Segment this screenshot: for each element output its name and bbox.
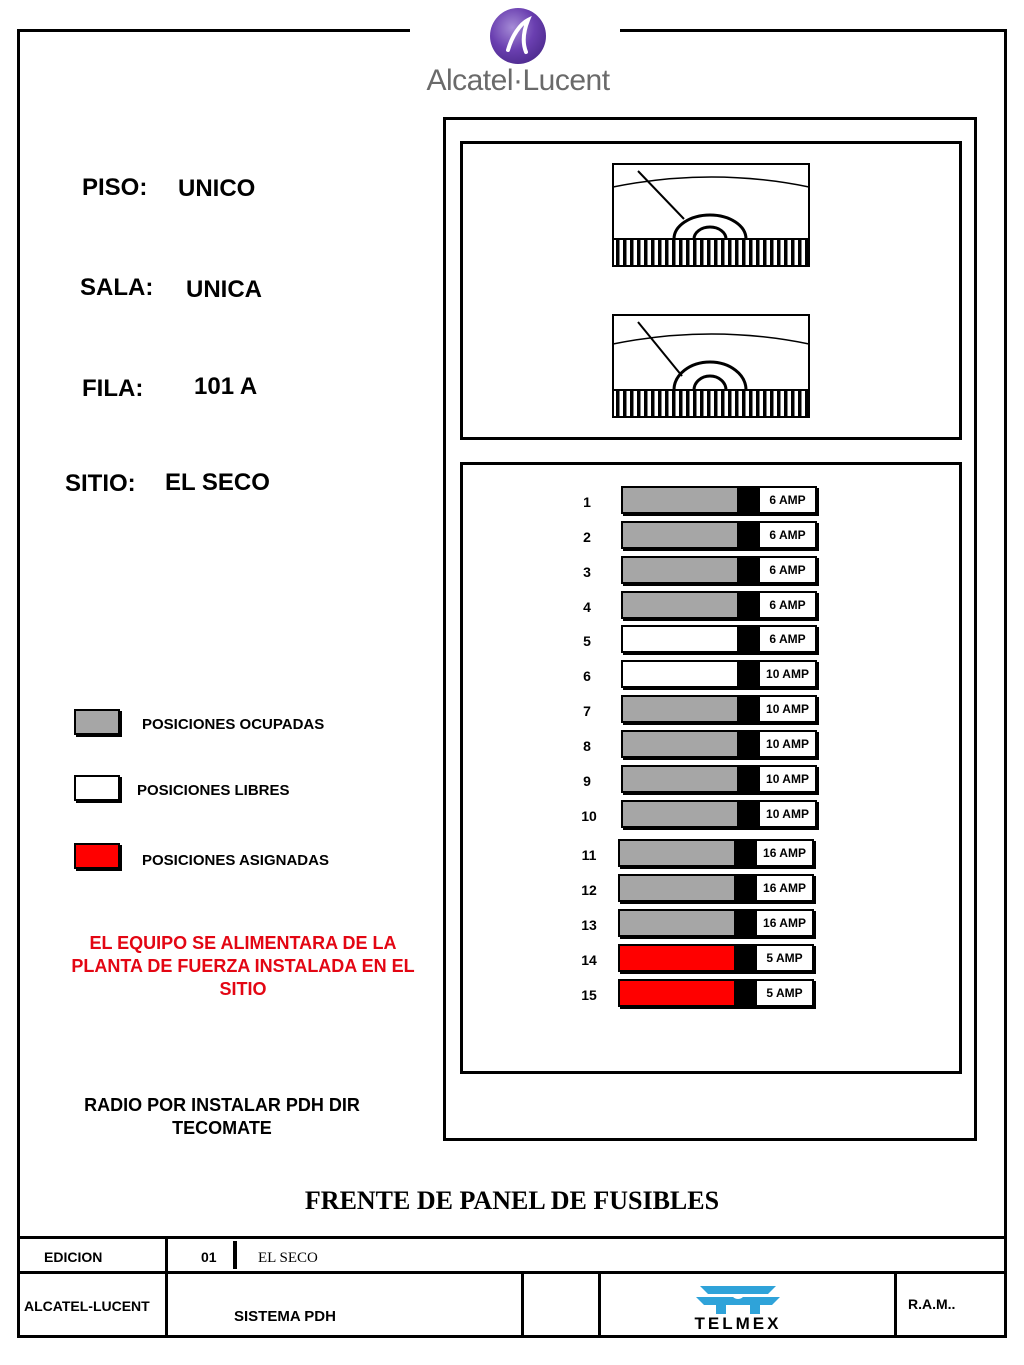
- fuse-amp-label: 5 AMP: [757, 981, 812, 1005]
- fuse-state-indicator: [620, 911, 735, 935]
- alcatel-lucent-logo-text: Alcatel·Lucent: [426, 64, 610, 97]
- footer-site: EL SECO: [258, 1250, 318, 1266]
- page-title: FRENTE DE PANEL DE FUSIBLES: [304, 1186, 720, 1215]
- sitio-label: SITIO:: [65, 470, 136, 497]
- fuse-state-indicator: [623, 697, 738, 721]
- fuse-state-indicator: [623, 558, 738, 582]
- fuse-5[interactable]: [621, 625, 817, 653]
- fuse-state-indicator: [623, 593, 738, 617]
- legend-libres-label: POSICIONES LIBRES: [137, 782, 290, 799]
- fuse-11[interactable]: [618, 839, 814, 867]
- fuse-handle: [735, 981, 757, 1005]
- fuse-amp-label: 6 AMP: [760, 627, 815, 651]
- fuse-number: 14: [581, 952, 597, 968]
- fuse-9[interactable]: [621, 765, 817, 793]
- fuse-amp-label: 6 AMP: [760, 488, 815, 512]
- meter-2-icon: [612, 314, 810, 418]
- fuse-13[interactable]: [618, 909, 814, 937]
- fuse-number: 8: [583, 738, 591, 754]
- fuse-handle: [738, 732, 760, 756]
- fuse-amp-label: 16 AMP: [757, 841, 812, 865]
- legend-ocupadas-label: POSICIONES OCUPADAS: [142, 716, 325, 733]
- fuse-amp-label: 5 AMP: [757, 946, 812, 970]
- edicion-value: 01: [201, 1249, 217, 1265]
- fuse-handle: [738, 523, 760, 547]
- fuse-1[interactable]: [621, 486, 817, 514]
- fuse-handle: [735, 911, 757, 935]
- fuse-3[interactable]: [621, 556, 817, 584]
- fuse-state-indicator: [623, 662, 738, 686]
- fuse-number: 3: [583, 564, 591, 580]
- fuse-amp-label: 6 AMP: [760, 558, 815, 582]
- fuse-handle: [738, 488, 760, 512]
- legend-asignadas-swatch: [74, 843, 120, 869]
- power-note-line-3: SITIO: [219, 979, 267, 999]
- piso-value: UNICO: [178, 175, 256, 202]
- fuse-amp-label: 16 AMP: [757, 911, 812, 935]
- fuse-state-indicator: [620, 841, 735, 865]
- fuse-handle: [738, 767, 760, 791]
- fuse-amp-label: 10 AMP: [760, 697, 815, 721]
- edicion-label: EDICION: [44, 1249, 103, 1265]
- fuse-handle: [738, 662, 760, 686]
- fuse-number: 11: [581, 847, 597, 863]
- radio-note: [52, 1094, 392, 1140]
- fuse-number: 9: [583, 773, 591, 789]
- power-note-line-1: EL EQUIPO SE ALIMENTARA DE LA: [89, 933, 397, 953]
- fuse-number: 12: [581, 882, 597, 898]
- meter-1-icon: [612, 163, 810, 267]
- radio-note-line-1: RADIO POR INSTALAR PDH DIR: [84, 1095, 360, 1115]
- frame-left-border: [17, 30, 20, 1338]
- fuse-number: 13: [581, 917, 597, 933]
- footer-initials: R.A.M..: [908, 1296, 956, 1312]
- alcatel-lucent-logo-icon: [490, 8, 546, 64]
- frame-right-border: [1004, 30, 1007, 1338]
- fuse-12[interactable]: [618, 874, 814, 902]
- fuse-10[interactable]: [621, 800, 817, 828]
- fuse-15[interactable]: [618, 979, 814, 1007]
- frame-top-border-left: [17, 29, 410, 32]
- fuse-number: 4: [583, 599, 591, 615]
- fuse-number: 2: [583, 529, 591, 545]
- legend-libres-swatch: [74, 775, 120, 801]
- fuse-number: 5: [583, 633, 591, 649]
- fuse-amp-label: 6 AMP: [760, 593, 815, 617]
- fuse-number: 7: [583, 703, 591, 719]
- radio-note-line-2: TECOMATE: [172, 1118, 272, 1138]
- legend-ocupadas-swatch: [74, 709, 120, 735]
- fuse-number: 1: [583, 494, 591, 510]
- footer-company: ALCATEL-LUCENT: [24, 1298, 150, 1314]
- telmex-logo-text: TELMEX: [694, 1314, 782, 1333]
- fuse-state-indicator: [623, 627, 738, 651]
- power-note-line-2: PLANTA DE FUERZA INSTALADA EN EL: [71, 956, 415, 976]
- fuse-handle: [738, 558, 760, 582]
- fuse-state-indicator: [620, 946, 735, 970]
- table-divider-4: [894, 1271, 897, 1336]
- fuse-handle: [738, 802, 760, 826]
- power-note: [52, 932, 434, 1001]
- fuse-number: 10: [581, 808, 597, 824]
- fuse-amp-label: 10 AMP: [760, 732, 815, 756]
- sitio-value: EL SECO: [165, 469, 270, 496]
- table-divider-1: [165, 1236, 168, 1336]
- fila-label: FILA:: [82, 375, 144, 402]
- fuse-state-indicator: [620, 876, 735, 900]
- fuse-amp-label: 6 AMP: [760, 523, 815, 547]
- table-divider-3: [598, 1271, 601, 1336]
- fuse-amp-label: 10 AMP: [760, 802, 815, 826]
- fuse-8[interactable]: [621, 730, 817, 758]
- fuse-state-indicator: [623, 523, 738, 547]
- fuse-state-indicator: [620, 981, 735, 1005]
- fuse-state-indicator: [623, 802, 738, 826]
- footer-system: SISTEMA PDH: [234, 1308, 336, 1325]
- fuse-amp-label: 10 AMP: [760, 767, 815, 791]
- piso-label: PISO:: [82, 174, 148, 201]
- fuse-handle: [738, 627, 760, 651]
- legend-asignadas-label: POSICIONES ASIGNADAS: [142, 852, 329, 869]
- fuse-number: 15: [581, 987, 597, 1003]
- fuse-handle: [735, 946, 757, 970]
- fuse-handle: [735, 841, 757, 865]
- table-divider-edition: [233, 1241, 237, 1269]
- frame-top-border-right: [620, 29, 1007, 32]
- fuse-state-indicator: [623, 767, 738, 791]
- fuse-handle: [738, 697, 760, 721]
- fuse-7[interactable]: [621, 695, 817, 723]
- fuse-handle: [735, 876, 757, 900]
- table-divider-2: [521, 1271, 524, 1336]
- fila-value: 101 A: [194, 373, 258, 400]
- fuse-14[interactable]: [618, 944, 814, 972]
- fuse-amp-label: 16 AMP: [757, 876, 812, 900]
- fuse-handle: [738, 593, 760, 617]
- fuse-state-indicator: [623, 488, 738, 512]
- fuse-6[interactable]: [621, 660, 817, 688]
- sala-label: SALA:: [80, 274, 154, 301]
- fuse-state-indicator: [623, 732, 738, 756]
- fuse-amp-label: 10 AMP: [760, 662, 815, 686]
- fuse-number: 6: [583, 668, 591, 684]
- fuse-4[interactable]: [621, 591, 817, 619]
- sala-value: UNICA: [186, 276, 262, 303]
- fuse-2[interactable]: [621, 521, 817, 549]
